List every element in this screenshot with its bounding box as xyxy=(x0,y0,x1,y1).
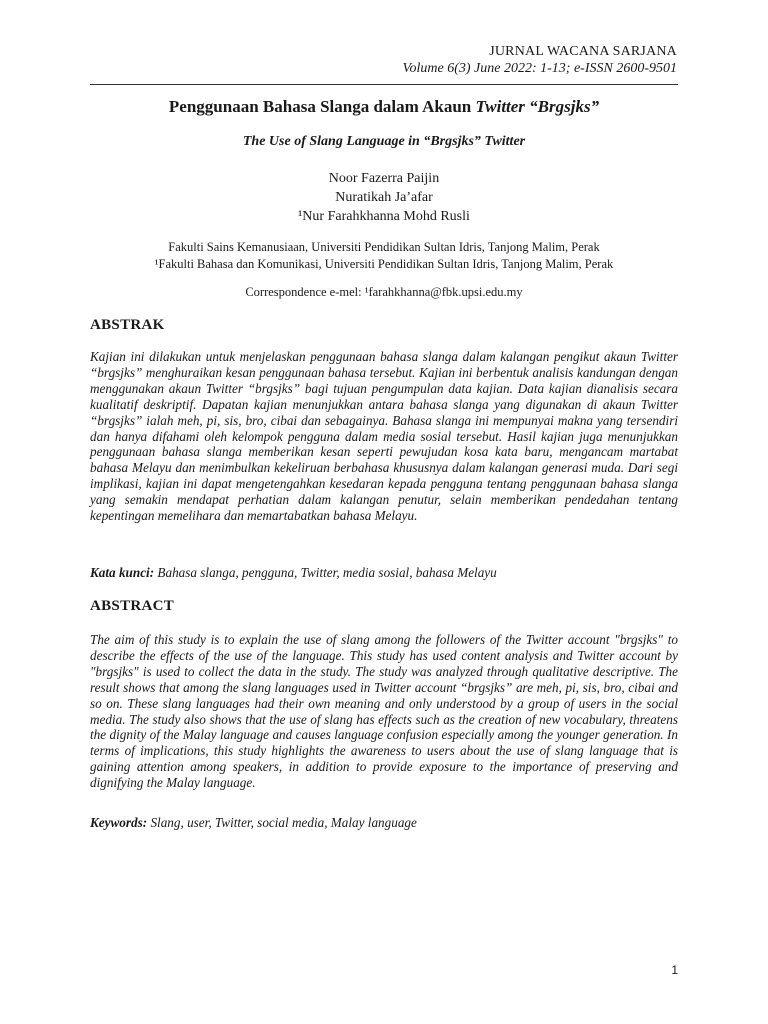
abstrak-heading: ABSTRAK xyxy=(90,317,165,333)
author-list xyxy=(90,169,678,226)
keywords-label: Keywords: xyxy=(90,815,148,830)
kata-kunci-line xyxy=(90,565,678,581)
paper-title-malay xyxy=(90,97,678,117)
paper-title-english: The Use of Slang Language in “Brgsjks” Twitter xyxy=(242,134,526,149)
header-rule xyxy=(90,84,678,85)
journal-header xyxy=(403,44,678,77)
journal-name: JURNAL WACANA SARJANA xyxy=(489,44,677,59)
abstrak-body: Kajian ini dilakukan untuk menjelaskan penggunaan bahasa slanga dalam kalangan pengikut akaun Twitter “brgsjks” menghuraikan kesan penggunaan bahasa tersebut. Kajian ini berbentuk analisis kandungan dengan menggunakan akaun Twitter “brgsjks” bagi tujuan pengumpulan data kajian. Data kajian dianalisis secara kualitatif deskriptif. Dapatan kajian menunjukkan antara bahasa slanga yang digunakan di akaun Twitter “brgsjks” ialah meh, pi, sis, bro, cibai dan sebagainya. Bahasa slanga ini mempunyai makna yang tersendiri dan hanya difahami oleh kelompok pengguna dalam media sosial tersebut. Hasil kajian juga menunjukkan penggunaan bahasa slanga memberikan kesan seperti pewujudan kosa kata baru, mengancam martabat bahasa Melayu dan menimbulkan kekeliruan berbahasa khususnya dalam kalangan generasi muda. Dari segi implikasi, kajian ini dapat mengetengahkan kesedaran kepada pengguna tentang penggunaan bahasa slanga yang semakin mendapat perhatian dalam kalangan penutur, selain memberikan pendedahan tentang kepentingan memelihara dan memartabatkan bahasa Melayu. xyxy=(90,349,678,524)
affiliation: ¹Fakulti Bahasa dan Komunikasi, Universiti Pendidikan Sultan Idris, Tanjong Malim, Perak xyxy=(154,257,614,271)
affiliation: Fakulti Sains Kemanusiaan, Universiti Pendidikan Sultan Idris, Tanjong Malim, Perak xyxy=(168,240,600,254)
title-malay-italic: Twitter “Brgsjks” xyxy=(475,97,600,116)
affiliation-list xyxy=(90,239,678,273)
keywords-values: Slang, user, Twitter, social media, Malay language xyxy=(147,815,417,830)
author: Nuratikah Ja’afar xyxy=(335,190,433,205)
title-malay-text: Penggunaan Bahasa Slanga dalam Akaun xyxy=(168,97,476,116)
kata-kunci-label: Kata kunci: xyxy=(90,565,155,580)
kata-kunci-values: Bahasa slanga, pengguna, Twitter, media sosial, bahasa Melayu xyxy=(154,565,497,580)
page-number: 1 xyxy=(671,963,678,977)
correspondence-email: Correspondence e-mel: ¹farahkhanna@fbk.upsi.edu.my xyxy=(245,285,523,299)
keywords-line xyxy=(90,815,678,831)
abstract-heading: ABSTRACT xyxy=(90,598,175,614)
abstract-body: The aim of this study is to explain the use of slang among the followers of the Twitter account "brgsjks" to describe the effects of the use of the language. This study has used content analysis and Twitter account by "brgsjks" is used to collect the data in the study. The study was analyzed through qualitative descriptive. The result shows that among the slang languages used in Twitter account “brgsjks” are meh, pi, sis, bro, cibai and so on. These slang languages had their own meaning and only understood by a group of users in the social media. The study also shows that the use of slang has effects such as the creation of new vocabulary, threatens the dignity of the Malay language and causes language confusion especially among the younger generation. In terms of implications, this study highlights the awareness to users about the use of slang language that is gaining attention among speakers, in addition to provide exposure to the importance of preserving and dignifying the Malay language. xyxy=(90,632,678,791)
author: Noor Fazerra Paijin xyxy=(328,171,440,186)
author: ¹Nur Farahkhanna Mohd Rusli xyxy=(298,209,470,224)
journal-volume: Volume 6(3) June 2022: 1-13; e-ISSN 2600-9501 xyxy=(402,61,677,76)
